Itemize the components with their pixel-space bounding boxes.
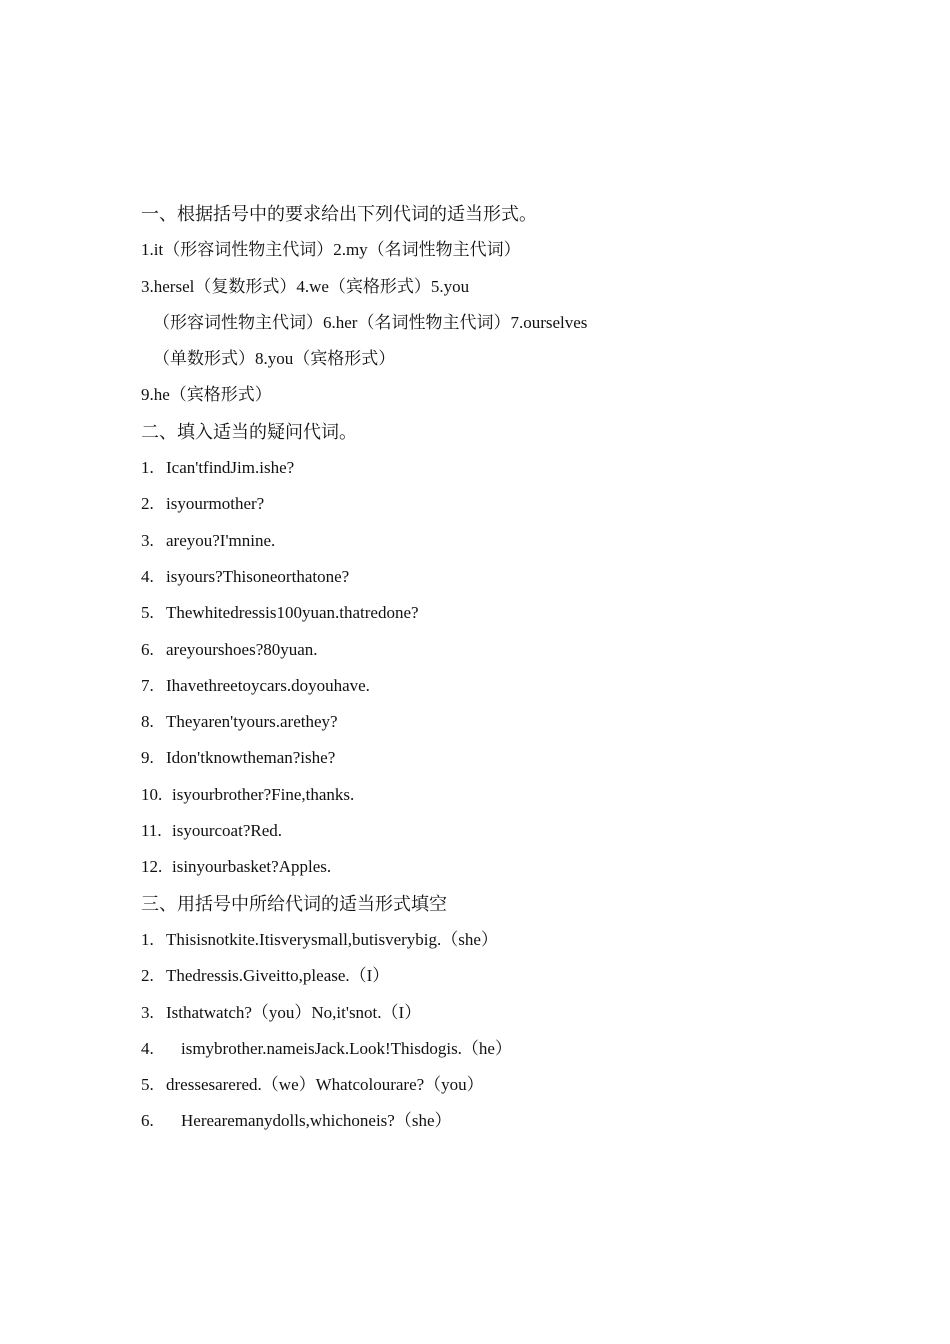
item-text: Thewhitedressis100yuan.thatredone?: [166, 603, 419, 623]
section-1-line: （单数形式）8.you（宾格形式）: [153, 349, 396, 369]
item-text: Thisisnotkite.Itisverysmall,butisverybig.（she）: [166, 929, 498, 949]
list-item: [141, 813, 861, 849]
list-item: [141, 958, 861, 994]
item-text: Idon'tknowtheman?ishe?: [166, 748, 336, 768]
item-text: Herearemanydolls,whichoneis?（she）: [181, 1111, 452, 1131]
item-number: 1.: [141, 458, 154, 478]
item-text: areyourshoes?80yuan.: [166, 639, 318, 659]
list-item: [141, 523, 861, 559]
section-1-line: 1.it（形容词性物主代词）2.my（名词性物主代词）: [141, 240, 521, 260]
list-item: [141, 1103, 861, 1139]
item-text: ismybrother.nameisJack.Look!Thisdogis.（he）: [181, 1038, 512, 1058]
item-number: 1.: [141, 929, 154, 949]
list-item: [141, 849, 861, 885]
item-number: 4.: [141, 566, 154, 586]
item-number: 8.: [141, 712, 154, 732]
item-text: Ihavethreetoycars.doyouhave.: [166, 675, 370, 695]
list-item: [141, 486, 861, 522]
list-item: [141, 450, 861, 486]
list-item: [141, 922, 861, 958]
item-text: isyours?Thisoneorthatone?: [166, 566, 350, 586]
item-text: isyourbrother?Fine,thanks.: [172, 784, 355, 804]
item-text: dressesarered.（we）Whatcolourare?（you）: [166, 1075, 484, 1095]
section-1-line: （形容词性物主代词）6.her（名词性物主代词）7.ourselves: [153, 312, 588, 332]
item-text: areyou?I'mnine.: [166, 530, 276, 550]
item-number: 9.: [141, 748, 154, 768]
item-number: 10.: [141, 784, 163, 804]
list-item: [141, 740, 861, 776]
item-text: isyourcoat?Red.: [172, 821, 282, 841]
section-1-title: 一、根据括号中的要求给出下列代词的适当形式。: [141, 204, 537, 224]
item-number: 12.: [141, 857, 163, 877]
item-number: 6.: [141, 639, 154, 659]
item-number: 11.: [141, 821, 162, 841]
section-3-title: 三、用括号中所给代词的适当形式填空: [141, 893, 447, 914]
list-item: [141, 1031, 861, 1067]
list-item: [141, 595, 861, 631]
item-text: isinyourbasket?Apples.: [172, 857, 332, 877]
item-number: 3.: [141, 1002, 154, 1022]
item-text: Isthatwatch?（you）No,it'snot.（I）: [166, 1002, 422, 1022]
item-text: Ican'tfindJim.ishe?: [166, 458, 295, 478]
list-item: [141, 668, 861, 704]
item-text: Thedressis.Giveitto,please.（I）: [166, 966, 390, 986]
section-1-line: 9.he（宾格形式）: [141, 385, 272, 405]
item-number: 2.: [141, 966, 154, 986]
list-item: [141, 704, 861, 740]
item-number: 3.: [141, 530, 154, 550]
item-text: isyourmother?: [166, 494, 265, 514]
section-1-line: 3.hersel（复数形式）4.we（宾格形式）5.you: [141, 276, 470, 296]
list-item: [141, 1067, 861, 1103]
item-number: 7.: [141, 675, 154, 695]
item-number: 5.: [141, 1075, 154, 1095]
item-text: Theyaren'tyours.arethey?: [166, 712, 338, 732]
item-number: 5.: [141, 603, 154, 623]
worksheet-content: [141, 196, 861, 1140]
section-2-title: 二、填入适当的疑问代词。: [141, 421, 357, 442]
list-item: [141, 632, 861, 668]
list-item: [141, 559, 861, 595]
item-number: 4.: [141, 1038, 154, 1058]
list-item: [141, 995, 861, 1031]
list-item: [141, 777, 861, 813]
item-number: 2.: [141, 494, 154, 514]
item-number: 6.: [141, 1111, 154, 1131]
